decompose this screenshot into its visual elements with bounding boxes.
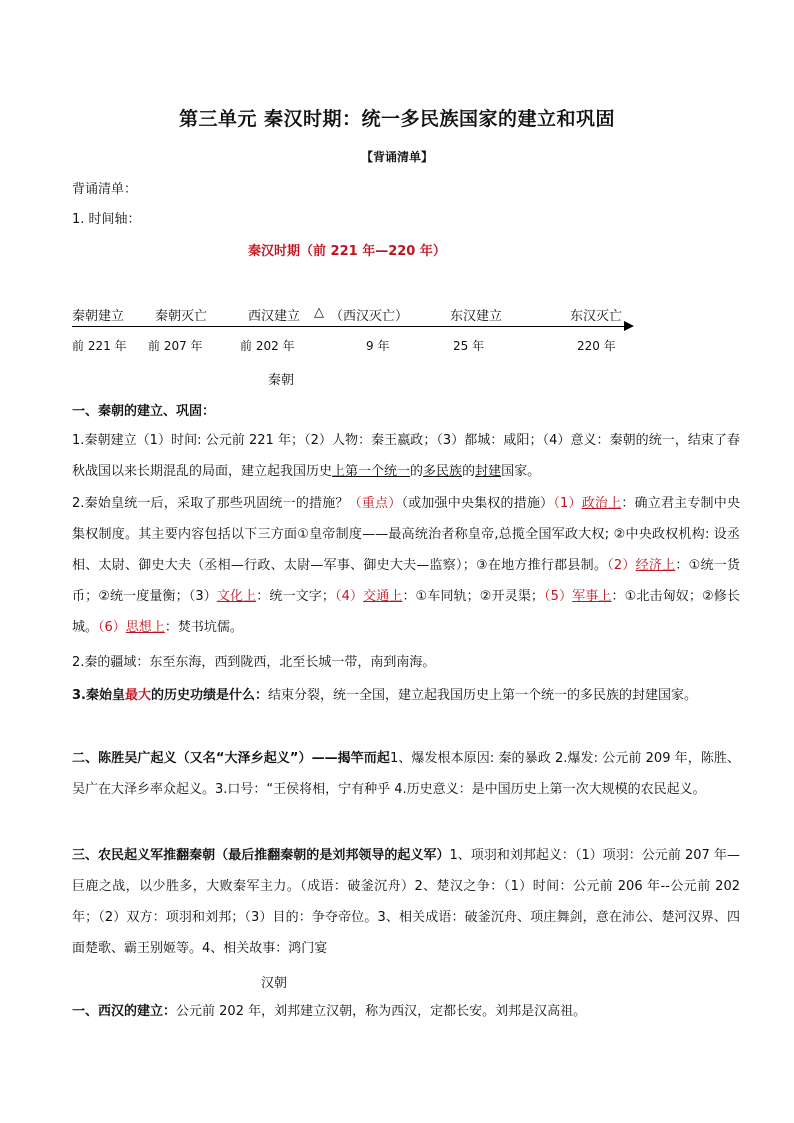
timeline-event-label: 东汉灭亡 bbox=[570, 309, 623, 324]
text-run: 结束分裂，统一全国，建立起我国历史上第一个统一的多民族的封建国家。 bbox=[268, 688, 698, 703]
arrow-right-icon bbox=[624, 321, 634, 331]
category-label: 政治上 bbox=[581, 496, 622, 511]
timeline-event-label: 秦朝建立 bbox=[72, 309, 125, 324]
key-point-tag: 最大 bbox=[124, 688, 151, 703]
timeline-era: 秦汉时期（前 221 年—220 年） bbox=[248, 244, 446, 259]
text-run: 1、项羽和刘邦起义：（1）项羽：公元前 207 年—巨鹿之战，以少胜多，大败秦军主力。（成语：破釜沉舟）2、楚汉之争：（1）时间：公元前 206 年--公元前 202 年；（2）双方：项羽和刘邦；（3）目的：争夺帝位。3、相关成语：破釜沉舟、项庄舞剑，意在沛公、楚河汉界、四面楚歌、霸王别姬等。4、相关故事：鸿门宴 bbox=[72, 848, 740, 956]
text-run: （或加强中央集权的措施） bbox=[401, 496, 554, 511]
paragraph-western-han bbox=[72, 996, 740, 1027]
page-title: 第三单元 秦汉时期：统一多民族国家的建立和巩固 bbox=[178, 108, 616, 130]
text-run: ：焚书坑儒。 bbox=[164, 620, 243, 635]
text-run: 1、爆发根本原因: 秦的暴政 2.爆发: 公元前 209 年，陈胜、吴广在大泽乡率众起义。3.口号：“王侯将相，宁有种乎 4.历史意义：是中国历史上第一次大规模的农民起义。 bbox=[72, 751, 740, 797]
section-heading: 二、陈胜吴广起义（又名“大泽乡起义”）——揭竿而起 bbox=[72, 751, 390, 766]
page-subtitle: 【背诵清单】 bbox=[360, 150, 433, 164]
text-run: 的 bbox=[410, 464, 424, 479]
underlined-text: 封建 bbox=[475, 464, 502, 479]
item-number: （1） bbox=[553, 496, 582, 511]
item-number: （2） bbox=[607, 558, 636, 573]
item-number: （6） bbox=[98, 620, 126, 635]
section-label-qin: 秦朝 bbox=[268, 373, 295, 388]
paragraph-qin-founding bbox=[72, 425, 740, 487]
list-label: 背诵清单： bbox=[72, 182, 138, 197]
section-label-han: 汉朝 bbox=[261, 976, 288, 991]
text-run: ：①统一货币；②统一度量衡； bbox=[72, 558, 740, 604]
timeline-event-year: 前 221 年 bbox=[72, 339, 127, 353]
text-run: ：确立君主专制中央集权制度。其主要内容包括以下三方面①皇帝制度——最高统治者称皇帝,总揽全国军政大权; ②中央政权机构: 设丞相、太尉、御史大夫（丞相—行政、太尉—军事、御史大夫—监察）；③在地方推行郡县制。 bbox=[72, 496, 740, 573]
text-run: 的历史功绩是什么： bbox=[151, 688, 269, 703]
underlined-text: 多民族 bbox=[423, 464, 463, 479]
category-label: 军事上 bbox=[572, 589, 612, 604]
underlined-text: 上第一个统一 bbox=[332, 464, 411, 479]
paragraph-consolidation bbox=[72, 488, 740, 643]
timeline-event-year: 220 年 bbox=[577, 339, 616, 353]
timeline-event-year: 25 年 bbox=[453, 339, 485, 353]
text-run: 的 bbox=[462, 464, 476, 479]
timeline-event-label: （西汉灭亡） bbox=[330, 309, 409, 324]
timeline-event-label: 东汉建立 bbox=[450, 309, 503, 324]
category-label: 交通上 bbox=[363, 589, 403, 604]
timeline-heading: 1. 时间轴： bbox=[72, 212, 141, 227]
timeline-event-label: 秦朝灭亡 bbox=[155, 309, 208, 324]
triangle-marker-icon: △ bbox=[314, 305, 324, 320]
category-label: 经济上 bbox=[635, 558, 676, 573]
text-run: 3.秦始皇 bbox=[72, 688, 125, 703]
section-heading: 一、秦朝的建立、巩固： bbox=[72, 404, 216, 419]
key-point-tag: （重点） bbox=[348, 496, 402, 511]
section-heading: 三、农民起义军推翻秦朝（最后推翻秦朝的是刘邦领导的起义军） bbox=[72, 848, 450, 863]
timeline-event-year: 前 207 年 bbox=[148, 339, 203, 353]
timeline-axis bbox=[72, 326, 627, 327]
paragraph-chen-sheng-uprising bbox=[72, 743, 740, 805]
text-run: ：统一文字； bbox=[256, 589, 335, 604]
text-run: 国家。 bbox=[501, 464, 541, 479]
text-run: 公元前 202 年，刘邦建立汉朝，称为西汉，定都长安。刘邦是汉高祖。 bbox=[176, 1004, 587, 1019]
text-run: 1.秦朝建立（1）时间: 公元前 221 年；（2）人物：秦王嬴政；（3）都城：咸阳；（4）意义：秦朝的统一，结束了春秋战国以来长期混乱的局面，建立起我国历史 bbox=[72, 433, 740, 479]
item-number: （3） bbox=[188, 589, 217, 604]
timeline-event-label: 西汉建立 bbox=[248, 309, 301, 324]
text-run: ：①北击匈奴；②修长城。 bbox=[72, 589, 740, 635]
item-number: （5） bbox=[543, 589, 573, 604]
category-label: 思想上 bbox=[125, 620, 165, 635]
category-label: 文化上 bbox=[216, 589, 257, 604]
paragraph-overthrow-qin bbox=[72, 840, 740, 964]
timeline-event-year: 9 年 bbox=[366, 339, 390, 353]
timeline-event-year: 前 202 年 bbox=[240, 339, 295, 353]
text-run: 2.秦始皇统一后，采取了那些巩固统一的措施？ bbox=[72, 496, 349, 511]
paragraph-territory: 2.秦的疆域：东至东海，西到陇西，北至长城一带，南到南海。 bbox=[72, 655, 436, 670]
paragraph-achievement bbox=[72, 680, 740, 711]
section-heading: 一、西汉的建立： bbox=[72, 1004, 177, 1019]
item-number: （4） bbox=[334, 589, 364, 604]
text-run: ：①车同轨；②开灵渠； bbox=[402, 589, 544, 604]
